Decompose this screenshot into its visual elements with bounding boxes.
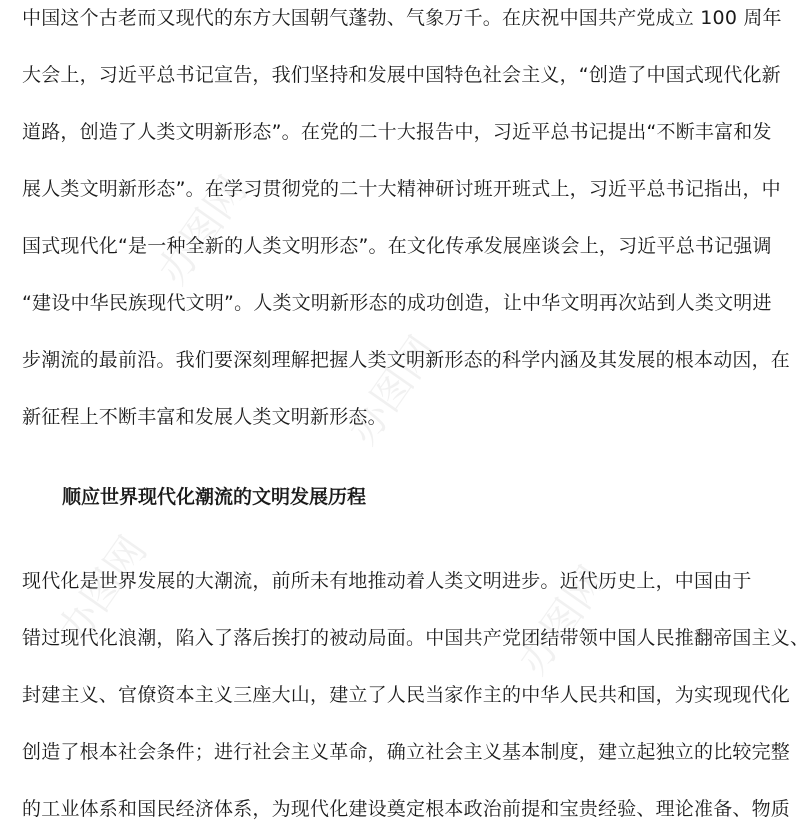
paragraph-line: 错过现代化浪潮，陷入了落后挨打的被动局面。中国共产党团结带领中国人民推翻帝国主义、 [22,627,809,649]
paragraph-line: 道路，创造了人类文明新形态”。在党的二十大报告中，习近平总书记提出“不断丰富和发 [22,121,772,143]
watermark: 办图网 [339,328,447,453]
paragraph-line: 国式现代化“是一种全新的人类文明形态”。在文化传承发展座谈会上，习近平总书记强调 [22,235,772,257]
watermark: 办图网 [149,168,257,293]
paragraph-line: 大会上，习近平总书记宣告，我们坚持和发展中国特色社会主义，“创造了中国式现代化新 [22,64,781,86]
watermark: 办图网 [49,528,157,653]
paragraph-line: 的工业体系和国民经济体系，为现代化建设奠定根本政治前提和宝贵经验、理论准备、物质 [22,798,791,820]
paragraph-line: 展人类文明新形态”。在学习贯彻党的二十大精神研讨班开班式上，习近平总书记指出，中 [22,178,781,200]
paragraph-line: 创造了根本社会条件；进行社会主义革命，确立社会主义基本制度，建立起独立的比较完整 [22,741,791,763]
paragraph-line: 新征程上不断丰富和发展人类文明新形态。 [22,406,387,428]
paragraph-line: “建设中华民族现代文明”。人类文明新形态的成功创造，让中华文明再次站到人类文明进 [22,292,772,314]
watermark: 办图网 [509,558,617,683]
paragraph-line: 中国这个古老而又现代的东方大国朝气蓬勃、气象万千。在庆祝中国共产党成立 100 周年 [22,7,782,29]
paragraph-line: 步潮流的最前沿。我们要深刻理解把握人类文明新形态的科学内涵及其发展的根本动因，在 [22,349,791,371]
section-heading: 顺应世界现代化潮流的文明发展历程 [62,486,367,508]
paragraph-line: 现代化是世界发展的大潮流，前所未有地推动着人类文明进步。近代历史上，中国由于 [22,570,752,592]
paragraph-line: 封建主义、官僚资本主义三座大山，建立了人民当家作主的中华人民共和国，为实现现代化 [22,684,791,706]
